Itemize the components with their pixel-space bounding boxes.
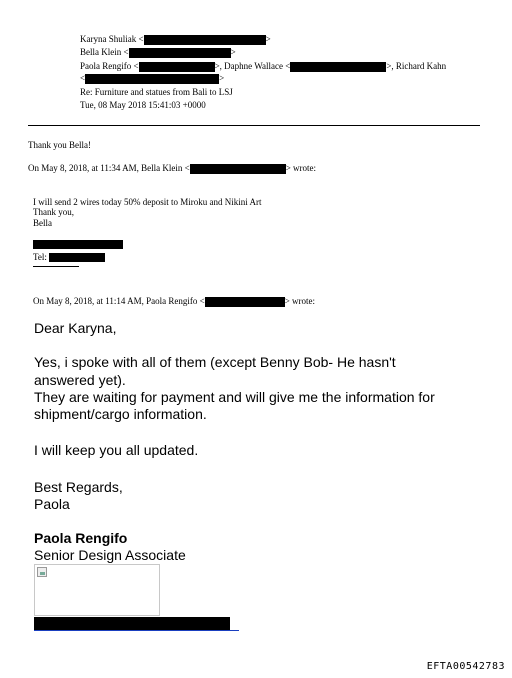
signature-image-placeholder bbox=[34, 564, 160, 616]
redaction-block bbox=[129, 48, 231, 58]
signature-title: Senior Design Associate bbox=[34, 547, 186, 563]
redaction-block bbox=[205, 297, 285, 307]
broken-image-icon bbox=[37, 567, 47, 577]
paola-para1-line2: answered yet). bbox=[34, 372, 126, 388]
bella-line-2: Thank you, bbox=[33, 207, 74, 217]
to-name: Bella Klein < bbox=[80, 47, 129, 57]
paola-closing-name: Paola bbox=[34, 496, 70, 512]
redaction-block bbox=[34, 617, 230, 630]
redaction-block bbox=[144, 35, 266, 45]
cc-recipient-2: >, Daphne Wallace < bbox=[214, 61, 291, 71]
cc-recipient-3: >, Richard Kahn bbox=[386, 61, 447, 71]
paola-closing: Best Regards, bbox=[34, 479, 123, 495]
cc-recipient-1: Paola Rengifo < bbox=[80, 61, 139, 71]
paola-para2-line1: They are waiting for payment and will give me the information for bbox=[34, 389, 435, 405]
paola-para2-line2: shipment/cargo information. bbox=[34, 406, 207, 422]
separator-rule bbox=[33, 266, 79, 267]
document-id: EFTA00542783 bbox=[426, 661, 505, 672]
from-name: Karyna Shuliak < bbox=[80, 34, 144, 44]
redaction-block bbox=[85, 74, 219, 84]
bella-line-3: Bella bbox=[33, 218, 52, 228]
header-divider bbox=[28, 125, 480, 126]
paola-greeting: Dear Karyna, bbox=[34, 320, 117, 336]
bella-line-1: I will send 2 wires today 50% deposit to Miroku and Nikini Art bbox=[33, 197, 262, 207]
redaction-block bbox=[49, 253, 105, 262]
redaction-block bbox=[139, 62, 215, 72]
subject-text: Re: Furniture and statues from Bali to LSJ bbox=[80, 87, 233, 97]
redaction-block bbox=[33, 240, 123, 249]
paola-para3: I will keep you all updated. bbox=[34, 442, 199, 458]
quote-attribution-bella: On May 8, 2018, at 11:34 AM, Bella Klein < > wrote: bbox=[28, 163, 317, 173]
quote-attribution-paola: On May 8, 2018, at 11:14 AM, Paola Rengifo < > wrote: bbox=[33, 296, 316, 306]
reply-text: Thank you Bella! bbox=[28, 140, 91, 150]
link-underline bbox=[34, 630, 239, 631]
date-text: Tue, 08 May 2018 15:41:03 +0000 bbox=[80, 100, 206, 110]
paola-para1-line1: Yes, i spoke with all of them (except Benny Bob- He hasn't bbox=[34, 354, 396, 370]
redaction-block bbox=[290, 62, 386, 72]
redaction-block bbox=[190, 164, 286, 174]
bella-tel: Tel: bbox=[33, 252, 105, 263]
signature-name: Paola Rengifo bbox=[34, 530, 128, 546]
